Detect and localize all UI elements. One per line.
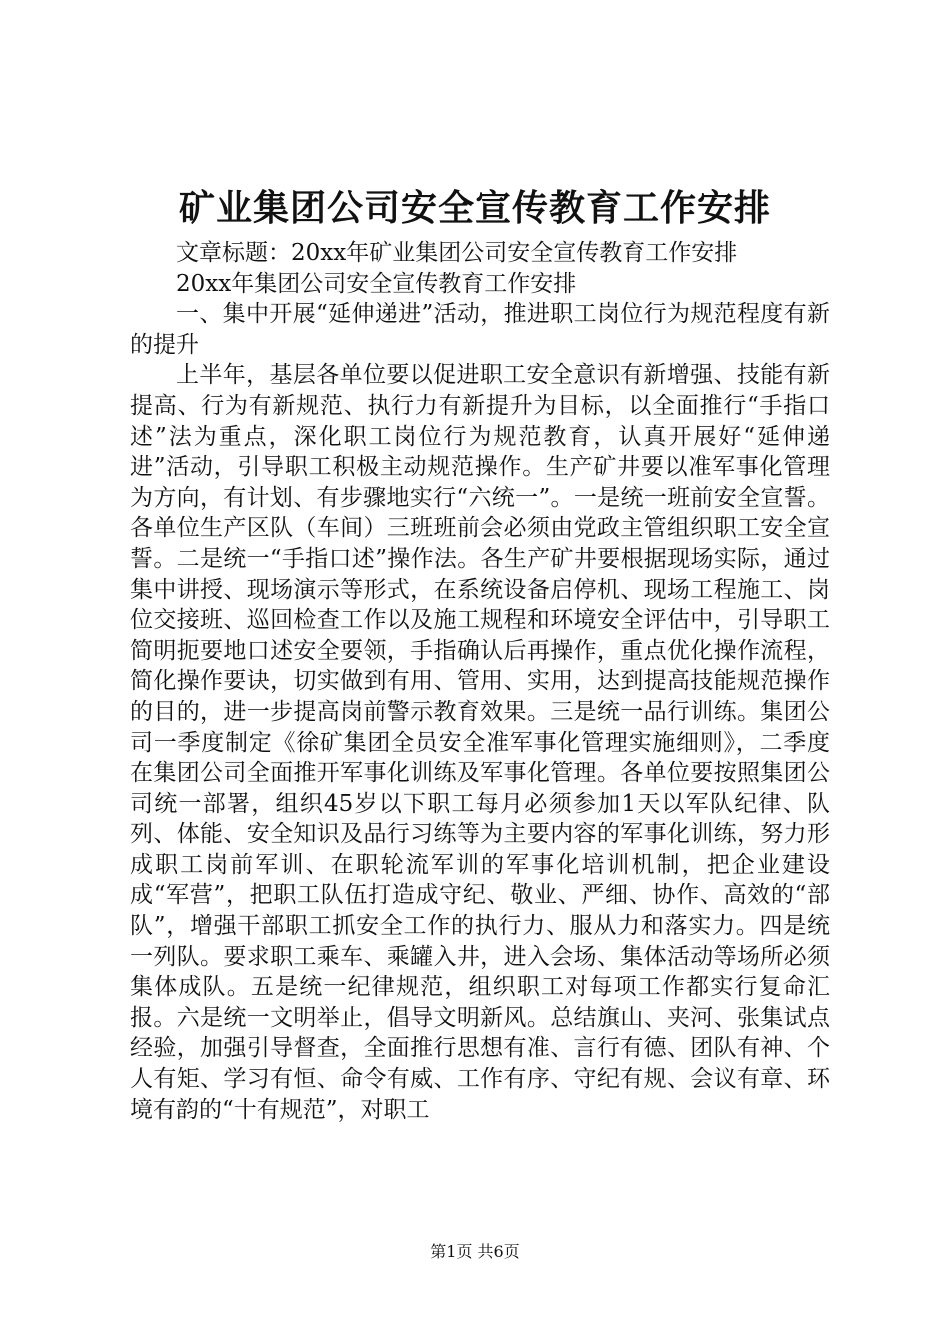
page-footer: 第1页 共6页 — [430, 1242, 520, 1261]
section-heading: 一、集中开展“延伸递进”活动，推进职工岗位行为规范程度有新的提升 — [130, 301, 830, 358]
document-body — [130, 238, 830, 1125]
subtitle-line: 20xx年集团公司安全宣传教育工作安排 — [176, 270, 577, 297]
document-title: 矿业集团公司安全宣传教育工作安排 — [178, 187, 771, 229]
article-title-line: 文章标题：20xx年矿业集团公司安全宣传教育工作安排 — [176, 240, 738, 266]
body-paragraph: 上半年，基层各单位要以促进职工安全意识有新增强、技能有新提高、行为有新规范、执行力有新提升为目标，以全面推行“手指口述”法为重点，深化职工岗位行为规范教育，认真开展好“延伸递进”活动，引导职工积极主动规范操作。生产矿井要以准军事化管理为方向，有计划、有步骤地实行“六统一”。一是统一班前安全宣誓。各单位生产区队（车间）三班班前会必须由党政主管组织职工安全宣誓。二是统一“手指口述”操作法。各生产矿井要根据现场实际，通过集中讲授、现场演示等形式，在系统设备启停机、现场工程施工、岗位交接班、巡回检查工作以及施工规程和环境安全评估中，引导职工简明扼要地口述安全要领，手指确认后再操作，重点优化操作流程，简化操作要诀，切实做到有用、管用、实用，达到提高技能规范操作的目的，进一步提高岗前警示教育效果。三是统一品行训练。集团公司一季度制定《徐矿集团全员安全准军事化管理实施细则》，二季度在集团公司全面推开军事化训练及军事化管理。各单位要按照集团公司统一部署，组织45岁以下职工每月必须参加1天以军队纪律、队列、体能、安全知识及品行习练等为主要内容的军事化训练，努力形成职工岗前军训、在职轮流军训的军事化培训机制，把企业建设成“军营”，把职工队伍打造成守纪、敬业、严细、协作、高效的“部队”，增强干部职工抓安全工作的执行力、服从力和落实力。四是统一列队。要求职工乘车、乘罐入井，进入会场、集体活动等场所必须集体成队。五是统一纪律规范，组织职工对每项工作都实行复命汇报。六是统一文明举止，倡导文明新风。总结旗山、夹河、张集试点经验，加强引导督查，全面推行思想有准、言行有德、团队有神、个人有矩、学习有恒、命令有威、工作有序、守纪有规、会议有章、环境有韵的“十有规范”，对职工 — [130, 362, 830, 1123]
